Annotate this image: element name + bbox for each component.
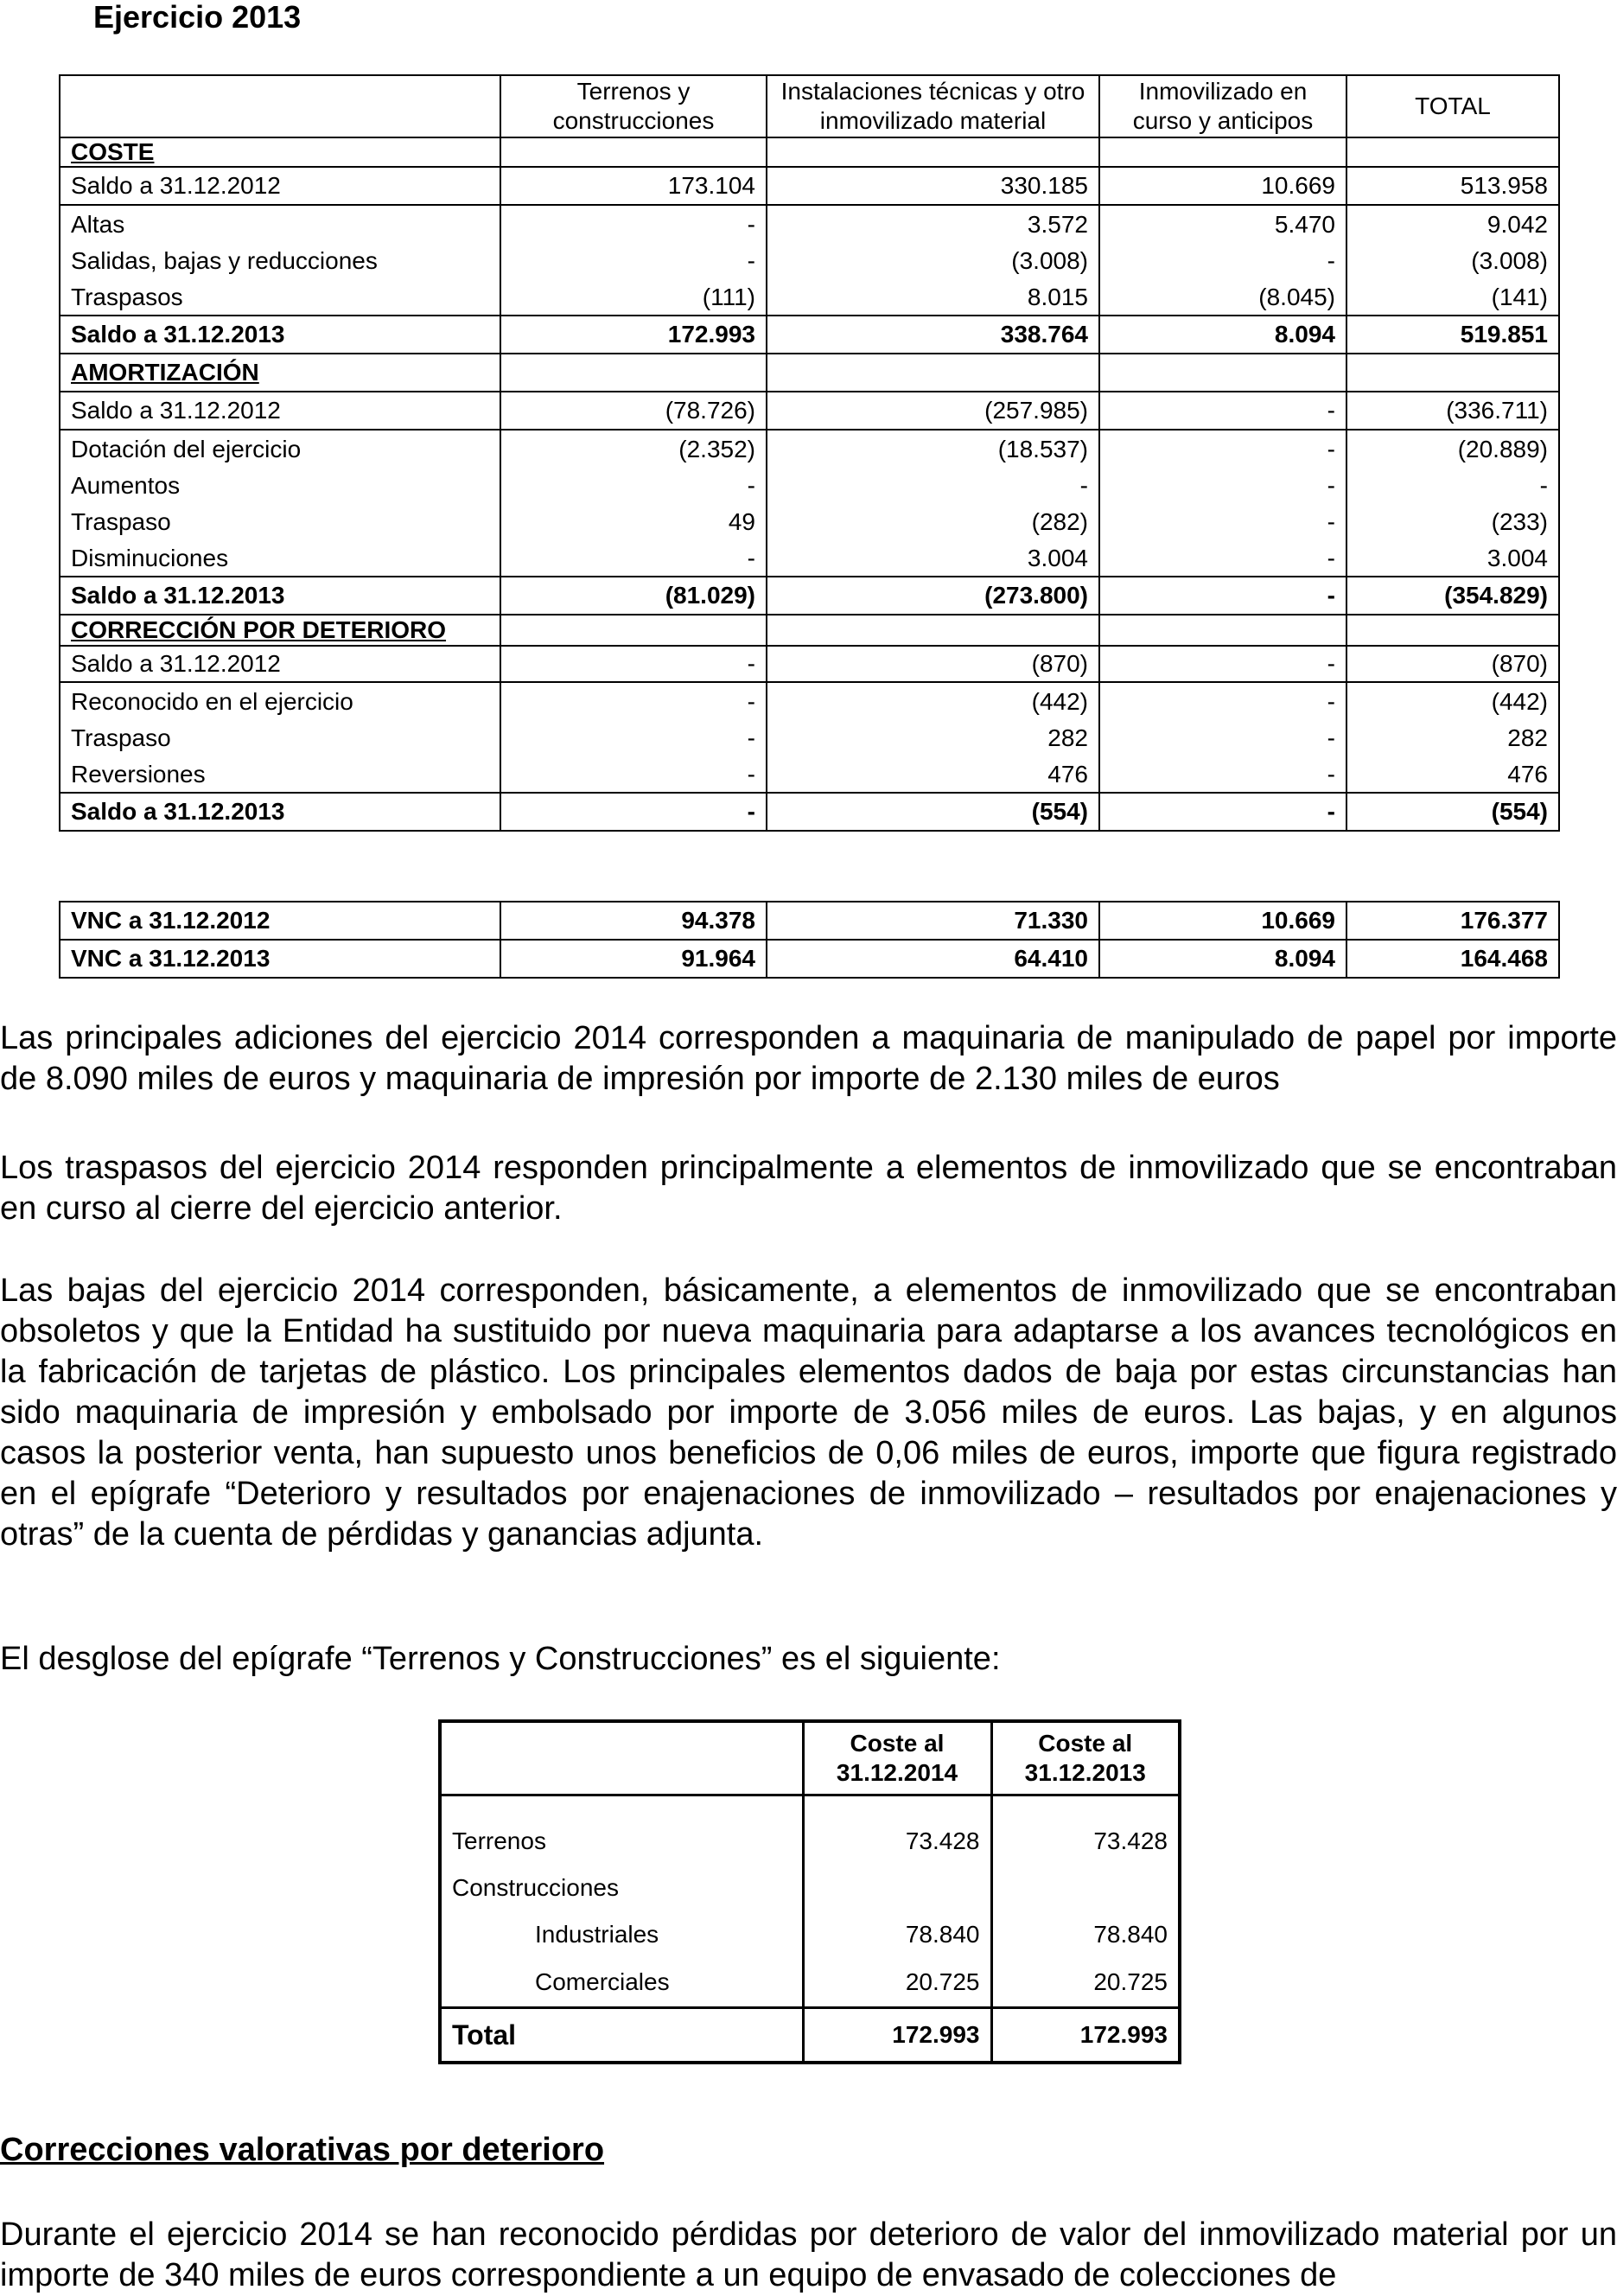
- row-label: Altas: [60, 205, 500, 243]
- cell-value: (554): [767, 793, 1099, 831]
- cell-value: [767, 354, 1099, 392]
- cell-value: 94.378: [500, 902, 767, 940]
- table-row: [440, 1865, 1180, 1911]
- cell-value: -: [1099, 430, 1346, 468]
- cell-value: (870): [767, 646, 1099, 682]
- table-header-row: [440, 1721, 1180, 1795]
- header-cell: Terrenos y construcciones: [500, 75, 767, 137]
- paragraph: Las bajas del ejercicio 2014 corresponden, básicamente, a elementos de inmovilizado que se encontraban obsoletos y que la Entidad ha sustituido por nueva maquinaria para adaptarse a los avances tecnológicos en la fabricación de tarjetas de plástico. Los principales elementos dados de baja por estas circunstancias han sido maquinaria de impresión y embolsado por importe de 3.056 miles de euros. Las bajas, y en algunos casos la posterior venta, han supuesto unos beneficios de 0,06 miles de euros, importe que figura registrado en el epígrafe “Deterioro y resultados por enajenaciones de inmovilizado – resultados por enajenaciones y otras” de la cuenta de pérdidas y ganancias adjunta.: [0, 1272, 1617, 1553]
- cell-value: [1346, 137, 1559, 167]
- cell-value: (257.985): [767, 392, 1099, 430]
- header-cell: [60, 75, 500, 137]
- cell-value: 476: [767, 756, 1099, 793]
- cell-value: 3.004: [767, 540, 1099, 577]
- row-label: Construcciones: [440, 1865, 803, 1911]
- cell-value: -: [1099, 793, 1346, 831]
- cell-value: 20.725: [803, 1958, 991, 2008]
- cell-value: -: [500, 720, 767, 756]
- row-label: Reversiones: [60, 756, 500, 793]
- row-label: Total: [440, 2008, 803, 2063]
- table-row: [440, 1958, 1180, 2008]
- row-label: Aumentos: [60, 468, 500, 504]
- cell-value: (111): [500, 279, 767, 316]
- cell-value: -: [500, 793, 767, 831]
- table-row: [60, 205, 1559, 243]
- row-label: COSTE: [60, 137, 500, 167]
- cell-value: 64.410: [767, 940, 1099, 978]
- cell-value: [767, 615, 1099, 646]
- cell-value: -: [500, 205, 767, 243]
- cell-value: 513.958: [1346, 167, 1559, 205]
- cell-value: 172.993: [991, 2008, 1180, 2063]
- row-label: Saldo a 31.12.2012: [60, 646, 500, 682]
- cell-value: -: [1099, 540, 1346, 577]
- table-row: [60, 316, 1559, 354]
- cell-value: -: [1099, 243, 1346, 279]
- cell-value: (3.008): [767, 243, 1099, 279]
- cell-value: -: [1099, 756, 1346, 793]
- cell-value: 330.185: [767, 167, 1099, 205]
- cell-value: (442): [767, 682, 1099, 720]
- table-row: [60, 720, 1559, 756]
- cell-value: (282): [767, 504, 1099, 540]
- cell-value: [1346, 354, 1559, 392]
- row-label: Reconocido en el ejercicio: [60, 682, 500, 720]
- cell-value: [500, 137, 767, 167]
- table-row: [440, 1818, 1180, 1865]
- row-label: Traspaso: [60, 720, 500, 756]
- cell-value: 172.993: [500, 316, 767, 354]
- cell-value: -: [1099, 468, 1346, 504]
- cell-value: (273.800): [767, 577, 1099, 615]
- cell-value: [1099, 137, 1346, 167]
- table-row: [60, 793, 1559, 831]
- row-label: VNC a 31.12.2012: [60, 902, 500, 940]
- row-label: Comerciales: [440, 1958, 803, 2008]
- paragraph: Durante el ejercicio 2014 se han reconocido pérdidas por deterioro de valor del inmovilizado material por un importe de 340 miles de euros correspondiente a un equipo de envasado de colecciones de: [0, 2216, 1617, 2293]
- row-label: CORRECCIÓN POR DETERIORO: [60, 615, 500, 646]
- cell-value: 338.764: [767, 316, 1099, 354]
- header-cell: TOTAL: [1346, 75, 1559, 137]
- cell-value: 8.094: [1099, 940, 1346, 978]
- cell-value: [991, 1865, 1180, 1911]
- row-label: Saldo a 31.12.2013: [60, 316, 500, 354]
- cell-value: (8.045): [1099, 279, 1346, 316]
- cell-value: (18.537): [767, 430, 1099, 468]
- cell-value: 10.669: [1099, 167, 1346, 205]
- row-label: Saldo a 31.12.2013: [60, 577, 500, 615]
- row-label: Traspasos: [60, 279, 500, 316]
- cell-value: -: [1346, 468, 1559, 504]
- cell-value: 176.377: [1346, 902, 1559, 940]
- table-row: [60, 615, 1559, 646]
- cell-value: -: [500, 540, 767, 577]
- table-row: [440, 1911, 1180, 1958]
- cell-value: 173.104: [500, 167, 767, 205]
- table-row: [60, 682, 1559, 720]
- row-label: AMORTIZACIÓN: [60, 354, 500, 392]
- table-header-row: [60, 75, 1559, 137]
- cell-value: 5.470: [1099, 205, 1346, 243]
- row-label: Disminuciones: [60, 540, 500, 577]
- cell-value: -: [500, 682, 767, 720]
- table-row: [60, 940, 1559, 978]
- cell-value: (870): [1346, 646, 1559, 682]
- table-row: [60, 756, 1559, 793]
- vnc-table: [59, 901, 1560, 979]
- paragraph: El desglose del epígrafe “Terrenos y Construcciones” es el siguiente:: [0, 1641, 1001, 1677]
- cell-value: -: [500, 243, 767, 279]
- land-buildings-table: [438, 1719, 1181, 2064]
- paragraph: Los traspasos del ejercicio 2014 responden principalmente a elementos de inmovilizado que se encontraban en curso al cierre del ejercicio anterior.: [0, 1150, 1617, 1227]
- page-title: Ejercicio 2013: [93, 0, 302, 35]
- cell-value: 8.015: [767, 279, 1099, 316]
- cell-value: (81.029): [500, 577, 767, 615]
- total-row: [440, 2008, 1180, 2063]
- table-row: [60, 392, 1559, 430]
- cell-value: [1346, 615, 1559, 646]
- row-label: Terrenos: [440, 1818, 803, 1865]
- cell-value: (336.711): [1346, 392, 1559, 430]
- row-label: Saldo a 31.12.2012: [60, 392, 500, 430]
- cell-value: 172.993: [803, 2008, 991, 2063]
- cell-value: (78.726): [500, 392, 767, 430]
- table-row: [60, 279, 1559, 316]
- section-heading: Correcciones valorativas por deterioro: [0, 2132, 605, 2168]
- paragraph: Las principales adiciones del ejercicio 2014 corresponden a maquinaria de manipulado de papel por importe de 8.090 miles de euros y maquinaria de impresión por importe de 2.130 miles de euros: [0, 1020, 1617, 1097]
- row-label: Salidas, bajas y reducciones: [60, 243, 500, 279]
- cell-value: (20.889): [1346, 430, 1559, 468]
- table-row: [60, 243, 1559, 279]
- cell-value: 78.840: [991, 1911, 1180, 1958]
- cell-value: -: [500, 646, 767, 682]
- cell-value: -: [767, 468, 1099, 504]
- cell-value: 282: [1346, 720, 1559, 756]
- cell-value: -: [1099, 392, 1346, 430]
- cell-value: -: [1099, 504, 1346, 540]
- table-row: [60, 137, 1559, 167]
- cell-value: (2.352): [500, 430, 767, 468]
- table-row: [60, 540, 1559, 577]
- table-row: [60, 430, 1559, 468]
- cell-value: -: [500, 756, 767, 793]
- cell-value: 519.851: [1346, 316, 1559, 354]
- cell-value: [803, 1865, 991, 1911]
- cell-value: 282: [767, 720, 1099, 756]
- cell-value: 164.468: [1346, 940, 1559, 978]
- header-cell: Coste al 31.12.2013: [991, 1721, 1180, 1795]
- table-row: [60, 468, 1559, 504]
- row-label: Saldo a 31.12.2013: [60, 793, 500, 831]
- cell-value: 9.042: [1346, 205, 1559, 243]
- cell-value: 71.330: [767, 902, 1099, 940]
- cell-value: 20.725: [991, 1958, 1180, 2008]
- table-row: [60, 504, 1559, 540]
- header-cell: Coste al 31.12.2014: [803, 1721, 991, 1795]
- cell-value: 73.428: [991, 1818, 1180, 1865]
- cell-value: [1099, 615, 1346, 646]
- cell-value: (233): [1346, 504, 1559, 540]
- cell-value: 10.669: [1099, 902, 1346, 940]
- row-label: VNC a 31.12.2013: [60, 940, 500, 978]
- cell-value: [767, 137, 1099, 167]
- cell-value: (354.829): [1346, 577, 1559, 615]
- cell-value: -: [1099, 682, 1346, 720]
- row-label: Traspaso: [60, 504, 500, 540]
- cell-value: -: [1099, 720, 1346, 756]
- table-row: [60, 167, 1559, 205]
- cell-value: (3.008): [1346, 243, 1559, 279]
- cell-value: 49: [500, 504, 767, 540]
- cell-value: -: [1099, 577, 1346, 615]
- cell-value: 3.004: [1346, 540, 1559, 577]
- row-label: Industriales: [440, 1911, 803, 1958]
- cell-value: (554): [1346, 793, 1559, 831]
- header-cell: Instalaciones técnicas y otro inmovilizado material: [767, 75, 1099, 137]
- cell-value: 78.840: [803, 1911, 991, 1958]
- cell-value: 8.094: [1099, 316, 1346, 354]
- cell-value: [1099, 354, 1346, 392]
- table-row: [60, 577, 1559, 615]
- cell-value: -: [500, 468, 767, 504]
- cell-value: 73.428: [803, 1818, 991, 1865]
- cell-value: -: [1099, 646, 1346, 682]
- cell-value: 3.572: [767, 205, 1099, 243]
- row-label: Dotación del ejercicio: [60, 430, 500, 468]
- fixed-assets-movement-table: [59, 74, 1560, 832]
- cell-value: (442): [1346, 682, 1559, 720]
- cell-value: 91.964: [500, 940, 767, 978]
- row-label: Saldo a 31.12.2012: [60, 167, 500, 205]
- cell-value: [500, 354, 767, 392]
- table-row: [60, 354, 1559, 392]
- table-row: [60, 902, 1559, 940]
- cell-value: [500, 615, 767, 646]
- header-cell: Inmovilizado en curso y anticipos: [1099, 75, 1346, 137]
- table-row: [60, 646, 1559, 682]
- cell-value: (141): [1346, 279, 1559, 316]
- header-cell: [440, 1721, 803, 1795]
- cell-value: 476: [1346, 756, 1559, 793]
